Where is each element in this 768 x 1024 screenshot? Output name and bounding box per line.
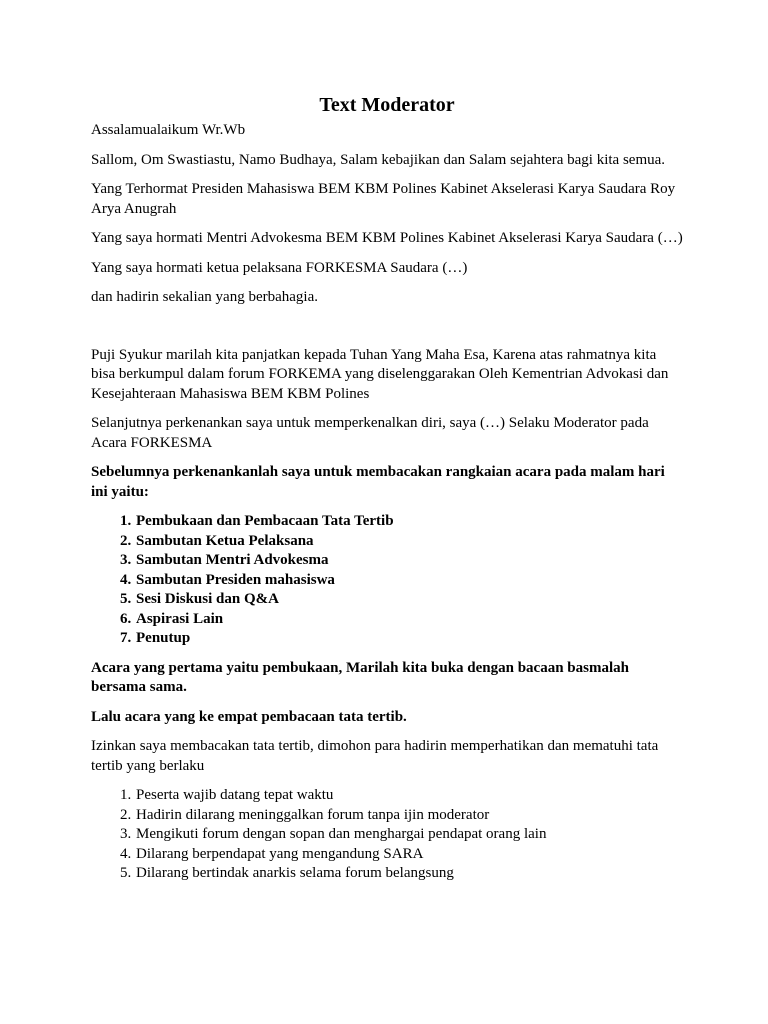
rule-item: 1. Peserta wajib datang tepat waktu: [135, 786, 683, 806]
honorific-minister-paragraph: Yang saya hormati Mentri Advokesma BEM KBM Polines Kabinet Akselerasi Karya Saudara (…): [91, 230, 683, 246]
agenda-list: [91, 512, 683, 649]
salutation-paragraph: Sallom, Om Swastiastu, Namo Budhaya, Salam kebajikan dan Salam sejahtera bagi kita semua.: [91, 151, 666, 168]
agenda-item: 6. Aspirasi Lain: [135, 610, 683, 630]
audience-paragraph: dan hadirin sekalian yang berbahagia.: [91, 289, 318, 305]
rule-item: 3. Mengikuti forum dengan sopan dan menghargai pendapat orang lain: [135, 825, 683, 845]
agenda-item: 7. Penutup: [135, 629, 683, 649]
agenda-item: 3. Sambutan Mentri Advokesma: [135, 551, 683, 571]
document-body: [91, 92, 683, 894]
blank-line: [91, 318, 683, 346]
agenda-intro-paragraph: Sebelumnya perkenankanlah saya untuk membacakan rangkaian acara pada malam hari ini yaitu:: [91, 464, 665, 500]
gratitude-paragraph: Puji Syukur marilah kita panjatkan kepada Tuhan Yang Maha Esa, Karena atas rahmatnya kita bisa berkumpul dalam forum FORKEMA yang diselenggarakan Oleh Kementrian Advokasi dan Kesejahteraan Mahasiswa BEM KBM Polines: [91, 346, 669, 402]
document-title: Text Moderator: [319, 94, 455, 116]
introduction-paragraph: Selanjutnya perkenankan saya untuk memperkenalkan diri, saya (…) Selaku Moderator pada Acara FORKESMA: [91, 415, 649, 451]
greeting-paragraph: Assalamualaikum Wr.Wb: [91, 122, 246, 138]
rule-item: 5. Dilarang bertindak anarkis selama forum belangsung: [135, 864, 683, 884]
agenda-item: 2. Sambutan Ketua Pelaksana: [135, 532, 683, 552]
agenda-item: 1. Pembukaan dan Pembacaan Tata Tertib: [135, 512, 683, 532]
rules-intro-paragraph: Izinkan saya membacakan tata tertib, dimohon para hadirin memperhatikan dan mematuhi tata tertib yang berlaku: [91, 738, 659, 774]
rule-item: 2. Hadirin dilarang meninggalkan forum tanpa ijin moderator: [135, 806, 683, 826]
rules-list: [91, 786, 683, 884]
opening-paragraph: Acara yang pertama yaitu pembukaan, Marilah kita buka dengan bacaan basmalah bersama sama.: [91, 659, 629, 695]
honorific-president-paragraph: Yang Terhormat Presiden Mahasiswa BEM KBM Polines Kabinet Akselerasi Karya Saudara Roy Arya Anugrah: [91, 181, 676, 217]
honorific-chairman-paragraph: Yang saya hormati ketua pelaksana FORKESMA Saudara (…): [91, 259, 468, 276]
agenda-item: 5. Sesi Diskusi dan Q&A: [135, 590, 683, 610]
rules-heading-paragraph: Lalu acara yang ke empat pembacaan tata tertib.: [91, 708, 407, 725]
rule-item: 4. Dilarang berpendapat yang mengandung SARA: [135, 845, 683, 865]
agenda-item: 4. Sambutan Presiden mahasiswa: [135, 571, 683, 591]
